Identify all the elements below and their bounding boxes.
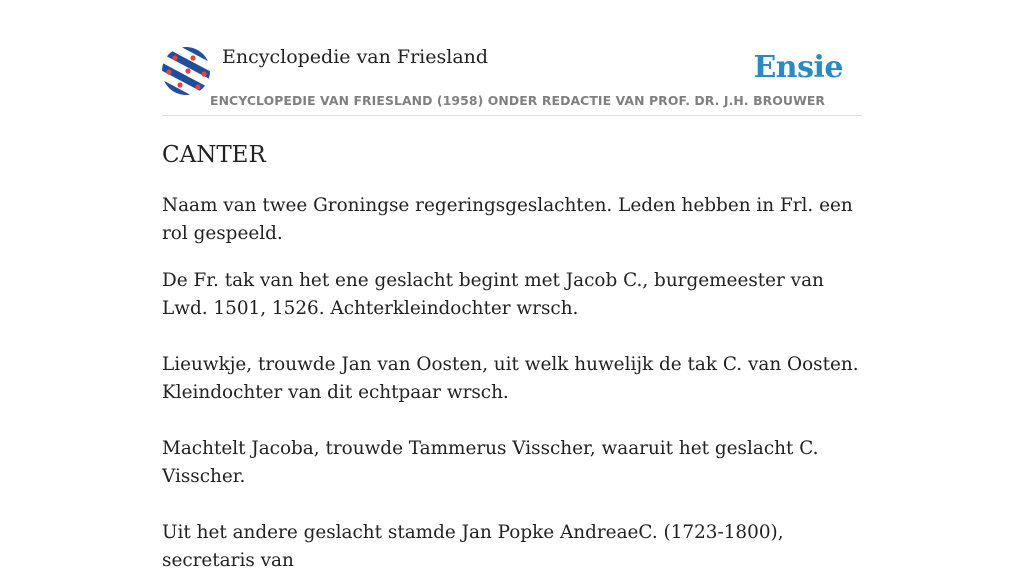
entry-paragraph: De Fr. tak van het ene geslacht begint met Jacob C., burgemeester van Lwd. 1501, 1526. Achterkleindochter wrsch.: [162, 270, 824, 319]
paragraph-break: [162, 491, 862, 519]
entry-paragraph: Naam van twee Groningse regeringsgeslachten. Leden hebben in Frl. een rol gespeeld.: [162, 195, 853, 244]
paragraph-break: [162, 323, 862, 351]
entry-title: CANTER: [162, 142, 266, 168]
brand-logo[interactable]: Ensie: [753, 50, 843, 85]
entry-paragraph: Lieuwkje, trouwde Jan van Oosten, uit welk huwelijk de tak C. van Oosten. Kleindochter van dit echtpaar wrsch.: [162, 354, 859, 403]
entry-content: [162, 138, 862, 575]
site-header: [162, 44, 862, 116]
site-title[interactable]: Encyclopedie van Friesland: [222, 46, 489, 68]
paragraph-break: [162, 407, 862, 435]
site-subtitle: ENCYCLOPEDIE VAN FRIESLAND (1958) ONDER REDACTIE VAN PROF. DR. J.H. BROUWER: [210, 93, 826, 108]
entry-paragraph: Machtelt Jacoba, trouwde Tammerus Visscher, waaruit het geslacht C. Visscher.: [162, 438, 819, 487]
entry-paragraph: Uit het andere geslacht stamde Jan Popke AndreaeC. (1723-1800), secretaris van: [162, 522, 784, 571]
frisian-flag-icon[interactable]: [162, 47, 210, 95]
